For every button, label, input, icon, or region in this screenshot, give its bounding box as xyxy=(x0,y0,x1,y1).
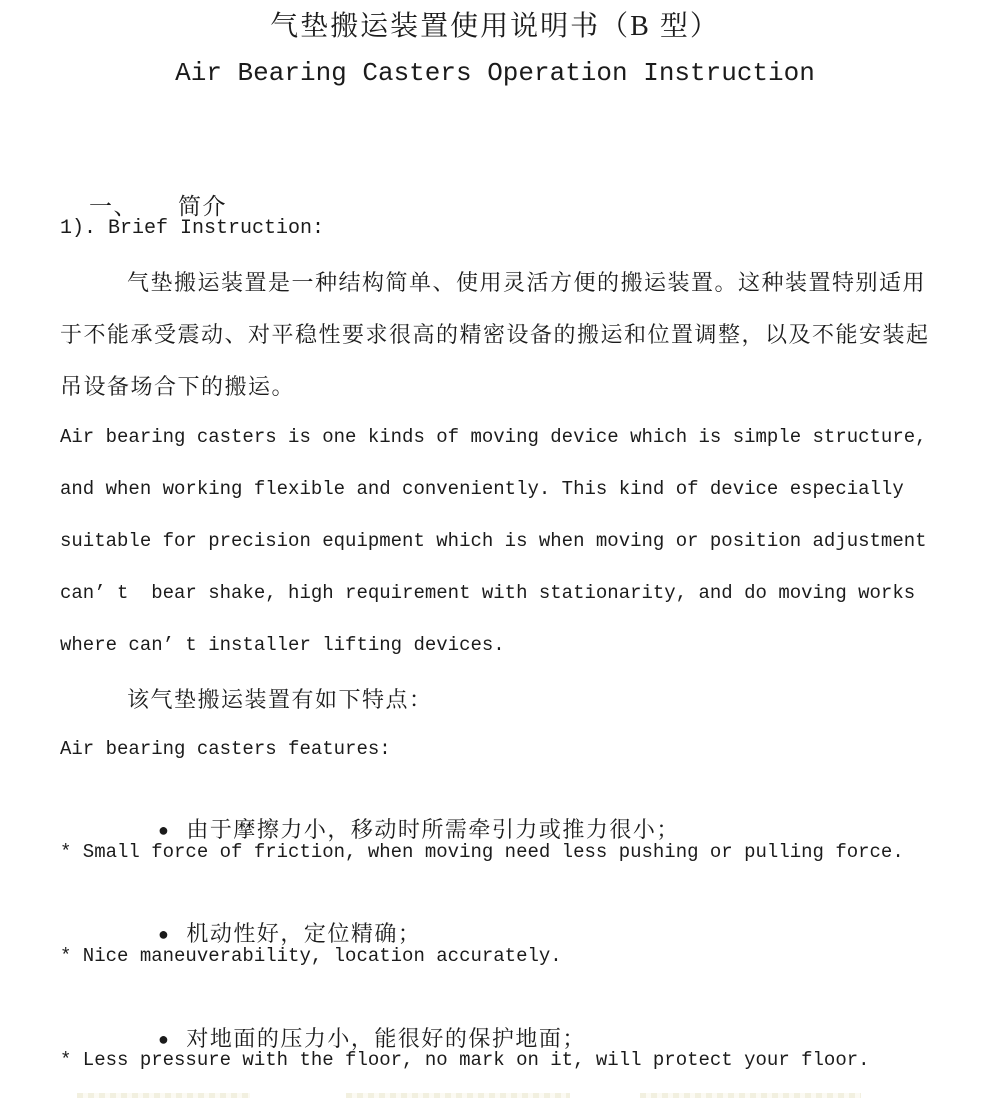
bullet-icon: ● xyxy=(158,1029,171,1049)
intro-en-line: where can’ t installer lifting devices. xyxy=(60,634,505,656)
document-title-zh: 气垫搬运装置使用说明书（B 型） xyxy=(270,11,720,42)
features-intro-zh: 该气垫搬运装置有如下特点： xyxy=(127,687,433,712)
section-number: 一、 xyxy=(89,194,138,219)
intro-zh-line: 吊设备场合下的搬运。 xyxy=(60,374,296,399)
bullet-icon: ● xyxy=(158,820,171,840)
document-title-en: Air Bearing Casters Operation Instruction xyxy=(175,58,815,88)
feature-item-en: * Less pressure with the floor, no mark on it, will protect your floor. xyxy=(60,1049,870,1071)
intro-en-line: and when working flexible and conveniently. This kind of device especially xyxy=(60,478,904,500)
bullet-icon: ● xyxy=(158,924,171,944)
intro-zh-line: 于不能承受震动、对平稳性要求很高的精密设备的搬运和位置调整，以及不能安装起 xyxy=(60,322,930,347)
intro-zh-line: 气垫搬运装置是一种结构简单、使用灵活方便的搬运装置。这种装置特别适用 xyxy=(127,270,927,295)
feature-item-en: * Nice maneuverability, location accurately. xyxy=(60,945,562,967)
page-bottom-cutoff-text xyxy=(640,1093,861,1098)
page-bottom-cutoff-text xyxy=(346,1093,570,1098)
intro-en-line: Air bearing casters is one kinds of moving device which is simple structure, xyxy=(60,426,927,448)
features-intro-en: Air bearing casters features: xyxy=(60,738,391,760)
section-subheading-en: 1). Brief Instruction: xyxy=(60,217,325,240)
feature-item-zh-text: 对地面的压力小，能很好的保护地面； xyxy=(186,1026,586,1051)
intro-en-line: suitable for precision equipment which is when moving or position adjustment xyxy=(60,530,927,552)
feature-item-zh-text: 机动性好，定位精确； xyxy=(186,921,422,946)
section-heading-label: 简介 xyxy=(178,194,227,219)
page-bottom-cutoff-text xyxy=(77,1093,250,1098)
feature-item-en: * Small force of friction, when moving need less pushing or pulling force. xyxy=(60,841,904,863)
intro-en-line: can’ t bear shake, high requirement with stationarity, and do moving works xyxy=(60,582,916,604)
feature-item-zh-text: 由于摩擦力小，移动时所需牵引力或推力很小； xyxy=(186,817,680,842)
